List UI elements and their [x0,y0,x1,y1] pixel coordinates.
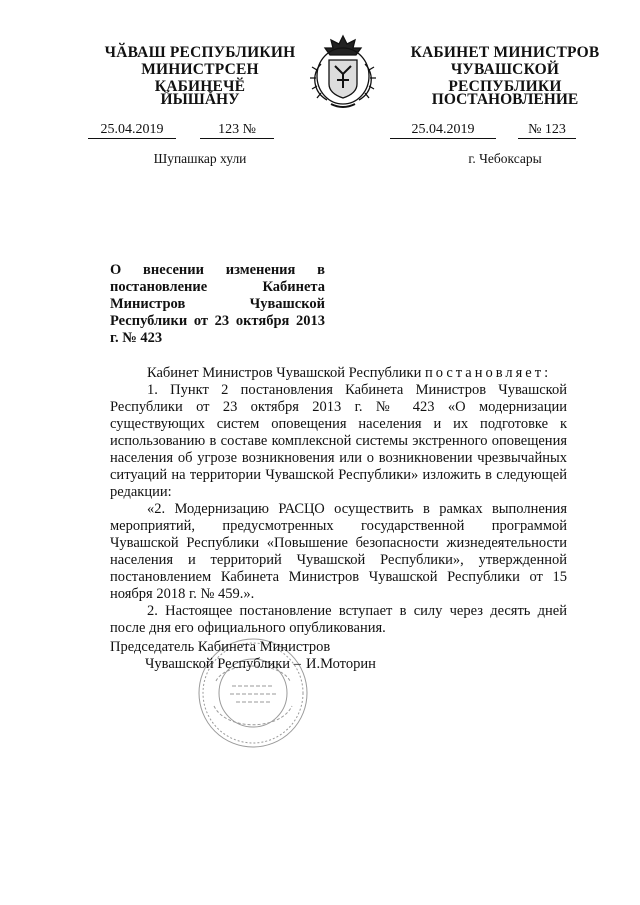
signature-name: И.Моторин [306,656,376,672]
body-paragraph-3: 2. Настоящее постановление вступает в силу через десять дней после дня его официального опубликования. [110,603,567,636]
header-left-line1: ЧӐВАШ РЕСПУБЛИКИН [104,44,296,61]
body-paragraph-2: «2. Модернизацию РАСЦО осуществить в рамках выполнения мероприятий, предусмотренных государственной программой Чувашской Республики «Повышение безопасности жизнедеятельности населения и территорий Чувашской Республики», утвержденной постановлением Кабинета Министров Чувашской Республики от 15 ноября 2018 г. № 459.». [110,501,567,602]
body-intro-start: Кабинет Министров Чувашской Республики [147,365,422,381]
document-body [110,365,567,637]
header-right-line2: ЧУВАШСКОЙ РЕСПУБЛИКИ [448,61,562,95]
signature-title-line2: Чувашской Республики – [145,656,301,672]
number-left: 123 № [200,121,274,139]
chuvash-coat-of-arms-icon [301,30,385,110]
date-left: 25.04.2019 [88,121,176,139]
body-intro [110,365,567,382]
place-left: Шупашкар хули [153,151,247,166]
number-right: № 123 [518,121,576,139]
place-right: г. Чебоксары [468,151,542,166]
body-intro-decree: постановляет: [424,365,552,381]
signature-title-line1: Председатель Кабинета Министров [110,639,331,655]
body-paragraph-1: 1. Пункт 2 постановления Кабинета Министров Чувашской Республики от 23 октября 2013 г. № 423 «О модернизации существующих систем оповещения населения и их подготовке к использованию в составе комплексной системы экстренного оповещения населения об угрозе возникновения или о возникновении чрезвычайных ситуаций на территории Чувашской Республики» изложить в следующей редакции: [110,382,567,500]
doc-type-russian: ПОСТАНОВЛЕНИЕ [431,91,579,108]
document-subject: О внесении изменения в постановление Кабинета Министров Чувашской Республики от 23 октября 2013 г. № 423 [110,262,325,346]
doc-type-chuvash: ЙЫШĂНУ [160,91,240,108]
header-right-line1: КАБИНЕТ МИНИСТРОВ [410,44,600,61]
date-right: 25.04.2019 [390,121,496,139]
header-left-line2: МИНИСТРСЕН КАБИНЕЧӖ [141,61,259,95]
header-right-title [395,44,615,95]
header-left-title [95,44,305,95]
